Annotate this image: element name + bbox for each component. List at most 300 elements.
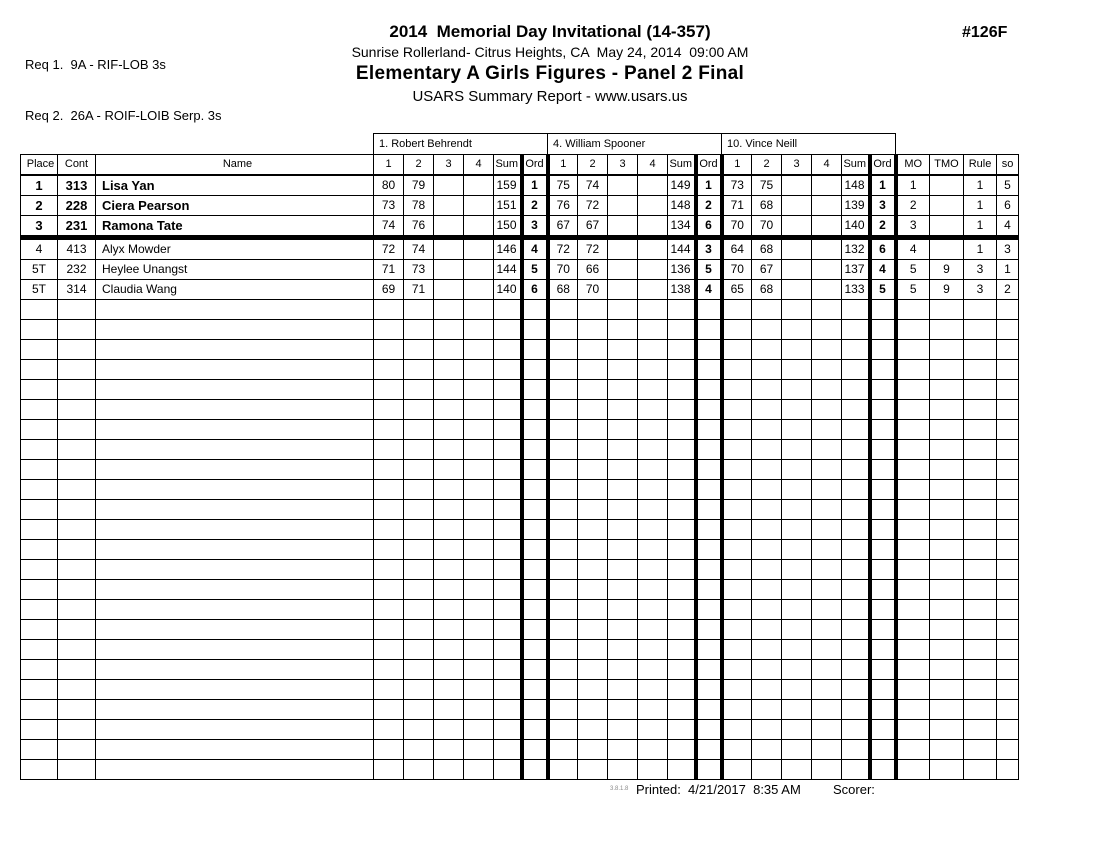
empty-cell [638, 400, 668, 420]
empty-cell [96, 460, 374, 480]
empty-cell [896, 340, 930, 360]
empty-cell [404, 400, 434, 420]
empty-cell [638, 720, 668, 740]
judge3-score-cell [782, 175, 812, 196]
empty-cell [964, 740, 997, 760]
judge2-score-cell [608, 280, 638, 300]
empty-cell [782, 540, 812, 560]
judge3-ord-cell: 5 [870, 280, 896, 300]
empty-cell [722, 320, 752, 340]
empty-cell [964, 540, 997, 560]
empty-cell [522, 320, 548, 340]
rule-cell: 1 [964, 238, 997, 260]
empty-cell [96, 500, 374, 520]
empty-cell [842, 500, 870, 520]
empty-cell [494, 540, 522, 560]
empty-cell [842, 720, 870, 740]
judge3-score-cell: 68 [752, 280, 782, 300]
empty-cell [896, 420, 930, 440]
empty-cell [21, 760, 58, 780]
empty-cell [608, 600, 638, 620]
empty-cell [782, 740, 812, 760]
judge2-sum-cell: 144 [668, 238, 696, 260]
empty-cell [812, 380, 842, 400]
empty-cell [578, 640, 608, 660]
empty-cell [668, 460, 696, 480]
judge2-score-cell: 67 [548, 216, 578, 238]
empty-cell [638, 680, 668, 700]
empty-cell [494, 640, 522, 660]
judge1-score-cell [434, 260, 464, 280]
empty-cell [374, 380, 404, 400]
empty-cell [494, 760, 522, 780]
empty-cell [638, 700, 668, 720]
tmo-cell [930, 216, 964, 238]
empty-cell [722, 480, 752, 500]
empty-cell [782, 580, 812, 600]
empty-row [21, 360, 1019, 380]
empty-cell [782, 380, 812, 400]
contestant-number-cell: 232 [58, 260, 96, 280]
empty-cell [896, 480, 930, 500]
empty-cell [752, 660, 782, 680]
empty-cell [548, 700, 578, 720]
judge2-score-cell [608, 216, 638, 238]
empty-cell [752, 440, 782, 460]
empty-cell [722, 500, 752, 520]
empty-cell [548, 440, 578, 460]
judges-row [21, 134, 1019, 155]
requirement-line-1: Req 1. 9A - RIF-LOB 3s [25, 57, 166, 72]
empty-cell [722, 760, 752, 780]
empty-cell [96, 540, 374, 560]
empty-cell [842, 340, 870, 360]
empty-cell [752, 520, 782, 540]
empty-cell [842, 740, 870, 760]
judge2-score-cell: 70 [578, 280, 608, 300]
empty-cell [58, 580, 96, 600]
empty-cell [842, 320, 870, 340]
empty-cell [578, 480, 608, 500]
empty-cell [752, 760, 782, 780]
empty-cell [752, 680, 782, 700]
empty-cell [696, 600, 722, 620]
empty-cell [722, 340, 752, 360]
empty-cell [464, 440, 494, 460]
judge2-score-cell: 72 [548, 238, 578, 260]
empty-cell [896, 740, 930, 760]
judge3-ord-cell: 1 [870, 175, 896, 196]
col-header-so: so [997, 155, 1019, 176]
empty-cell [812, 740, 842, 760]
table-row [21, 175, 1019, 196]
judge3-ord-cell: 4 [870, 260, 896, 280]
empty-cell [404, 380, 434, 400]
software-version: 3.8.1.8 [610, 786, 629, 792]
col-header-judge3-4: 4 [812, 155, 842, 176]
empty-cell [752, 700, 782, 720]
empty-cell [374, 320, 404, 340]
col-header-judge3-ord: Ord [870, 155, 896, 176]
empty-cell [404, 480, 434, 500]
empty-cell [722, 600, 752, 620]
empty-cell [578, 740, 608, 760]
judges-row-spacer-left [21, 134, 374, 155]
empty-cell [896, 500, 930, 520]
empty-cell [608, 640, 638, 660]
empty-cell [668, 700, 696, 720]
empty-cell [464, 560, 494, 580]
empty-cell [464, 320, 494, 340]
empty-cell [930, 300, 964, 320]
empty-cell [548, 580, 578, 600]
empty-cell [997, 520, 1019, 540]
empty-cell [930, 520, 964, 540]
empty-cell [696, 720, 722, 740]
empty-cell [722, 720, 752, 740]
col-header-judge2-3: 3 [608, 155, 638, 176]
empty-cell [96, 300, 374, 320]
empty-cell [812, 760, 842, 780]
judge2-score-cell: 74 [578, 175, 608, 196]
empty-cell [782, 660, 812, 680]
empty-cell [58, 340, 96, 360]
judge3-score-cell: 75 [752, 175, 782, 196]
empty-cell [404, 640, 434, 660]
empty-cell [434, 700, 464, 720]
empty-cell [896, 560, 930, 580]
mo-cell: 3 [896, 216, 930, 238]
empty-cell [870, 600, 896, 620]
empty-cell [21, 400, 58, 420]
empty-cell [782, 440, 812, 460]
table-row [21, 196, 1019, 216]
empty-cell [964, 760, 997, 780]
empty-row [21, 300, 1019, 320]
empty-cell [404, 600, 434, 620]
empty-cell [374, 340, 404, 360]
empty-cell [548, 480, 578, 500]
empty-cell [782, 560, 812, 580]
empty-cell [548, 420, 578, 440]
empty-cell [896, 380, 930, 400]
empty-cell [997, 720, 1019, 740]
name-cell: Alyx Mowder [96, 238, 374, 260]
empty-cell [668, 480, 696, 500]
empty-cell [58, 420, 96, 440]
empty-cell [812, 480, 842, 500]
empty-cell [842, 460, 870, 480]
empty-cell [668, 680, 696, 700]
empty-cell [812, 560, 842, 580]
empty-cell [896, 640, 930, 660]
judge2-ord-cell: 5 [696, 260, 722, 280]
empty-cell [870, 480, 896, 500]
judge3-score-cell: 70 [752, 216, 782, 238]
judge1-ord-cell: 1 [522, 175, 548, 196]
empty-cell [722, 540, 752, 560]
empty-cell [668, 540, 696, 560]
empty-cell [404, 700, 434, 720]
col-header-judge3-2: 2 [752, 155, 782, 176]
empty-cell [58, 500, 96, 520]
empty-cell [434, 420, 464, 440]
empty-cell [21, 560, 58, 580]
empty-cell [58, 700, 96, 720]
empty-cell [930, 700, 964, 720]
empty-cell [464, 740, 494, 760]
empty-cell [722, 640, 752, 660]
so-cell: 2 [997, 280, 1019, 300]
empty-cell [870, 560, 896, 580]
empty-cell [374, 540, 404, 560]
empty-cell [812, 340, 842, 360]
judge3-score-cell: 65 [722, 280, 752, 300]
empty-row [21, 620, 1019, 640]
empty-cell [842, 680, 870, 700]
empty-cell [997, 640, 1019, 660]
place-cell: 3 [21, 216, 58, 238]
empty-cell [638, 500, 668, 520]
judge1-score-cell: 74 [374, 216, 404, 238]
judge-name-3: 10. Vince Neill [722, 134, 896, 155]
requirement-line-2: Req 2. 26A - ROIF-LOIB Serp. 3s [25, 108, 222, 123]
empty-cell [696, 340, 722, 360]
empty-cell [96, 520, 374, 540]
empty-cell [930, 540, 964, 560]
judge1-ord-cell: 4 [522, 238, 548, 260]
judge-name-2: 4. William Spooner [548, 134, 722, 155]
empty-cell [548, 320, 578, 340]
empty-cell [722, 520, 752, 540]
empty-cell [896, 400, 930, 420]
empty-cell [722, 740, 752, 760]
empty-cell [997, 500, 1019, 520]
empty-cell [964, 560, 997, 580]
empty-cell [578, 340, 608, 360]
col-header-judge1-sum: Sum [494, 155, 522, 176]
contestant-number-cell: 313 [58, 175, 96, 196]
empty-cell [374, 300, 404, 320]
empty-cell [668, 520, 696, 540]
empty-cell [434, 600, 464, 620]
empty-cell [374, 760, 404, 780]
col-header-judge2-4: 4 [638, 155, 668, 176]
empty-cell [548, 540, 578, 560]
contestant-number-cell: 231 [58, 216, 96, 238]
empty-cell [896, 320, 930, 340]
empty-cell [638, 640, 668, 660]
empty-cell [842, 580, 870, 600]
judge3-sum-cell: 140 [842, 216, 870, 238]
empty-cell [464, 380, 494, 400]
empty-cell [578, 400, 608, 420]
empty-cell [494, 300, 522, 320]
empty-cell [782, 720, 812, 740]
empty-cell [638, 540, 668, 560]
empty-cell [464, 760, 494, 780]
empty-cell [404, 760, 434, 780]
empty-cell [608, 660, 638, 680]
empty-cell [522, 660, 548, 680]
empty-cell [96, 560, 374, 580]
empty-cell [578, 420, 608, 440]
judge1-score-cell [464, 260, 494, 280]
col-header-judge2-sum: Sum [668, 155, 696, 176]
empty-cell [494, 560, 522, 580]
empty-cell [21, 640, 58, 660]
judge1-ord-cell: 2 [522, 196, 548, 216]
empty-cell [578, 540, 608, 560]
empty-cell [964, 600, 997, 620]
judge3-score-cell: 68 [752, 196, 782, 216]
judge1-score-cell [434, 175, 464, 196]
empty-cell [668, 320, 696, 340]
col-header-judge2-1: 1 [548, 155, 578, 176]
empty-cell [494, 420, 522, 440]
report-title: USARS Summary Report - www.usars.us [412, 88, 688, 105]
empty-cell [842, 600, 870, 620]
empty-cell [997, 440, 1019, 460]
empty-cell [578, 700, 608, 720]
empty-cell [608, 580, 638, 600]
empty-cell [58, 360, 96, 380]
empty-cell [696, 460, 722, 480]
empty-cell [21, 440, 58, 460]
empty-cell [608, 680, 638, 700]
empty-cell [404, 660, 434, 680]
contestant-number-cell: 314 [58, 280, 96, 300]
empty-cell [842, 400, 870, 420]
empty-cell [58, 300, 96, 320]
judge1-score-cell: 76 [404, 216, 434, 238]
empty-cell [638, 660, 668, 680]
empty-cell [638, 600, 668, 620]
empty-cell [548, 520, 578, 540]
empty-cell [782, 400, 812, 420]
judge1-sum-cell: 140 [494, 280, 522, 300]
empty-cell [812, 640, 842, 660]
empty-cell [404, 680, 434, 700]
rule-cell: 1 [964, 175, 997, 196]
empty-cell [964, 360, 997, 380]
empty-cell [96, 620, 374, 640]
empty-cell [696, 360, 722, 380]
judge2-score-cell: 72 [578, 196, 608, 216]
empty-cell [494, 680, 522, 700]
empty-cell [464, 680, 494, 700]
empty-cell [96, 600, 374, 620]
empty-cell [870, 620, 896, 640]
judge3-score-cell [782, 260, 812, 280]
empty-cell [870, 320, 896, 340]
empty-cell [374, 460, 404, 480]
empty-cell [964, 580, 997, 600]
empty-cell [930, 600, 964, 620]
name-cell: Lisa Yan [96, 175, 374, 196]
empty-cell [96, 680, 374, 700]
empty-cell [464, 620, 494, 640]
judge2-score-cell [638, 196, 668, 216]
empty-cell [997, 360, 1019, 380]
empty-cell [58, 740, 96, 760]
empty-cell [668, 360, 696, 380]
empty-cell [374, 360, 404, 380]
empty-cell [696, 320, 722, 340]
empty-cell [374, 680, 404, 700]
empty-cell [638, 440, 668, 460]
empty-cell [434, 320, 464, 340]
empty-cell [930, 620, 964, 640]
empty-cell [870, 340, 896, 360]
judge1-score-cell: 73 [404, 260, 434, 280]
empty-cell [522, 500, 548, 520]
empty-cell [842, 480, 870, 500]
empty-cell [782, 680, 812, 700]
empty-cell [96, 480, 374, 500]
empty-cell [404, 560, 434, 580]
empty-cell [722, 300, 752, 320]
judge1-score-cell [434, 216, 464, 238]
empty-cell [578, 520, 608, 540]
empty-cell [668, 440, 696, 460]
empty-cell [696, 480, 722, 500]
empty-cell [522, 600, 548, 620]
empty-cell [58, 720, 96, 740]
name-cell: Heylee Unangst [96, 260, 374, 280]
empty-cell [696, 440, 722, 460]
empty-cell [434, 560, 464, 580]
empty-cell [997, 580, 1019, 600]
empty-cell [374, 600, 404, 620]
empty-cell [812, 720, 842, 740]
empty-cell [608, 480, 638, 500]
empty-cell [930, 340, 964, 360]
place-cell: 1 [21, 175, 58, 196]
empty-cell [722, 380, 752, 400]
judge1-score-cell [464, 280, 494, 300]
empty-cell [752, 540, 782, 560]
col-header-judge1-2: 2 [404, 155, 434, 176]
empty-cell [404, 300, 434, 320]
empty-cell [696, 760, 722, 780]
empty-cell [464, 580, 494, 600]
empty-cell [404, 460, 434, 480]
judge3-score-cell: 71 [722, 196, 752, 216]
empty-cell [964, 420, 997, 440]
empty-cell [578, 600, 608, 620]
empty-cell [842, 760, 870, 780]
empty-cell [21, 460, 58, 480]
empty-cell [374, 700, 404, 720]
mo-cell: 5 [896, 280, 930, 300]
empty-cell [812, 400, 842, 420]
empty-cell [548, 720, 578, 740]
empty-cell [578, 720, 608, 740]
empty-cell [668, 420, 696, 440]
empty-cell [930, 480, 964, 500]
judge2-ord-cell: 3 [696, 238, 722, 260]
empty-cell [638, 480, 668, 500]
empty-cell [930, 640, 964, 660]
empty-cell [842, 700, 870, 720]
empty-cell [21, 660, 58, 680]
empty-cell [522, 700, 548, 720]
empty-cell [870, 580, 896, 600]
event-title: Elementary A Girls Figures - Panel 2 Final [355, 63, 745, 84]
empty-cell [782, 360, 812, 380]
empty-cell [96, 420, 374, 440]
